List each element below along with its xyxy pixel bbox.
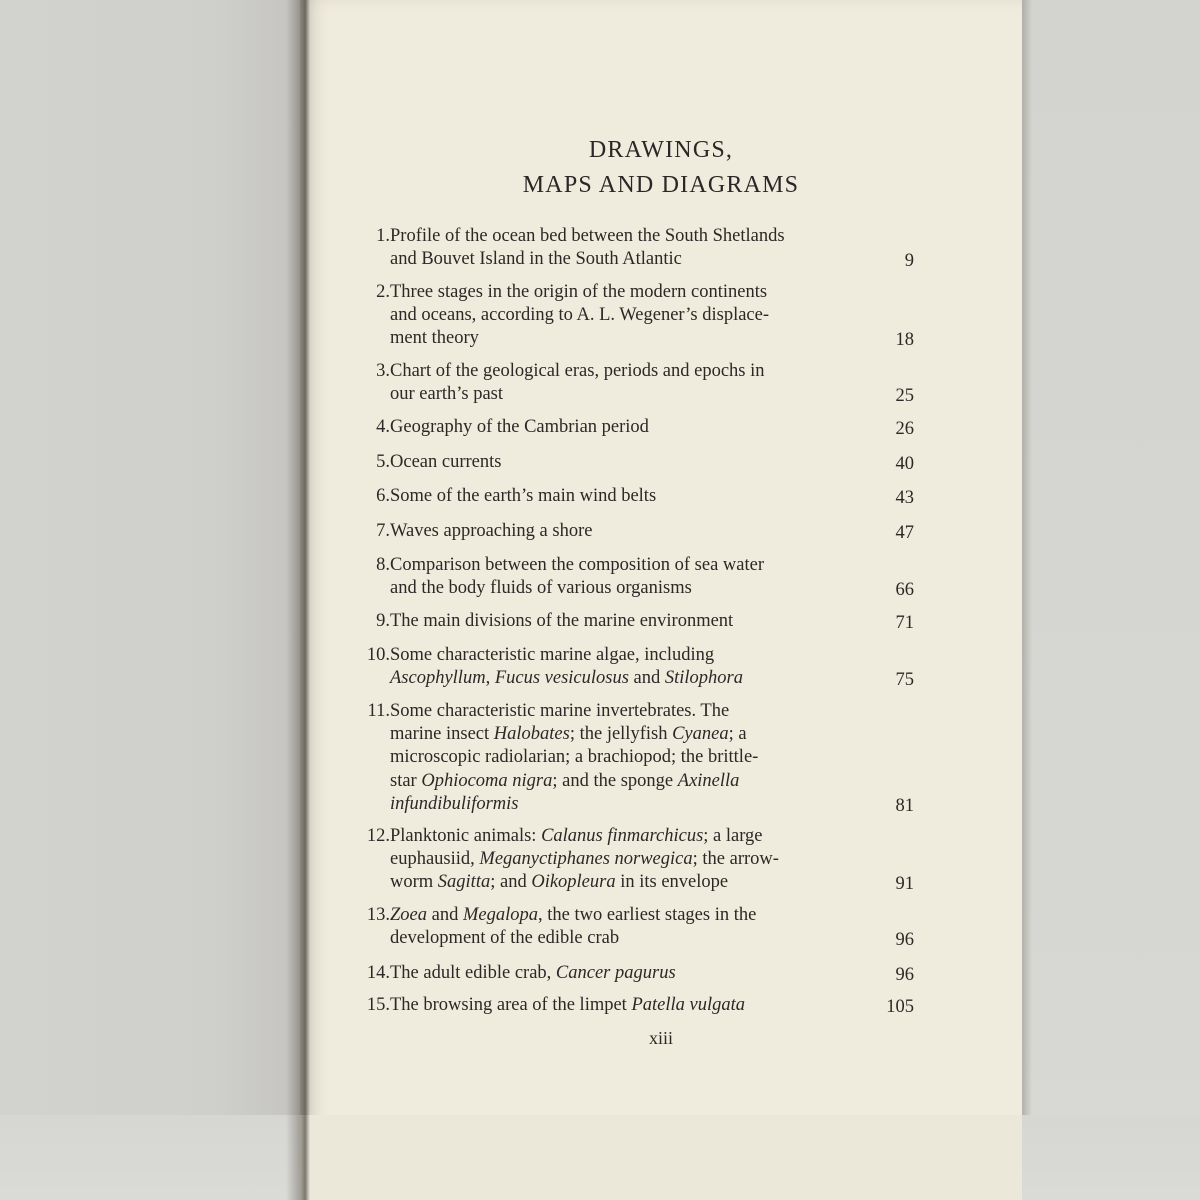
contents-entry	[352, 905, 914, 951]
entry-text: ; the jellyfish	[569, 724, 673, 745]
entry-italic-text: Sagitta	[437, 872, 491, 893]
entry-text-line	[390, 555, 764, 576]
entry-page-number: 40	[895, 454, 914, 474]
entry-italic-text: Meganyctiphanes norwegica	[479, 849, 693, 870]
entry-text-line	[390, 249, 682, 270]
entry-text: ; the arrow-	[692, 849, 779, 870]
entry-italic-text: Calanus finmarchicus	[541, 826, 704, 846]
entry-text-line	[390, 905, 756, 926]
contents-entry	[352, 701, 914, 817]
entry-text: ; a large	[703, 826, 763, 846]
entry-text: Planktonic animals:	[390, 826, 542, 846]
entry-page-number: 96	[895, 930, 914, 951]
entry-text: and	[628, 668, 665, 689]
entry-number: 2.	[376, 282, 390, 302]
page-title-line-2: MAPS AND DIAGRAMS	[522, 172, 800, 198]
entry-number: 11.	[367, 701, 390, 721]
entry-italic-text: Fucus vesiculosus	[494, 668, 629, 689]
entry-text: Comparison between the composition of sea water	[390, 555, 765, 575]
entry-text: euphausiid,	[390, 849, 480, 870]
entry-text: , the two earliest stages in the	[537, 905, 757, 925]
book-page-bottom	[300, 1115, 1022, 1200]
page-title-line-1: DRAWINGS,	[588, 137, 734, 163]
entry-number: 15.	[366, 995, 390, 1015]
entry-italic-text: Zoea	[390, 905, 427, 925]
entry-text-line	[390, 963, 676, 984]
entry-text-line	[390, 645, 714, 666]
contents-entry	[352, 282, 914, 352]
entry-page-number: 9	[904, 251, 914, 272]
contents-entry	[352, 645, 914, 691]
entry-number: 6.	[376, 486, 390, 506]
entry-italic-text: Axinella	[677, 770, 740, 791]
entry-text-line	[390, 452, 501, 473]
entry-text-line	[390, 701, 729, 722]
entry-number: 9.	[376, 611, 390, 631]
entry-text-line	[390, 305, 769, 326]
entry-text-line	[390, 384, 503, 405]
entry-number: 10.	[366, 645, 390, 665]
entry-text: and oceans, according to A. L. Wegener’s displace-	[390, 305, 769, 326]
entry-page-number: 18	[895, 330, 914, 351]
entry-text: Some characteristic marine algae, including	[390, 645, 715, 665]
entry-text: Geography of the Cambrian period	[390, 417, 649, 437]
entry-text-line	[390, 747, 758, 768]
entry-text-line	[390, 826, 763, 847]
entry-number: 12.	[366, 826, 390, 846]
entry-text-line	[390, 872, 728, 893]
entry-italic-text: Oikopleura	[531, 872, 616, 893]
contents-entry	[352, 555, 914, 601]
entry-number: 1.	[376, 226, 390, 246]
entry-text: Three stages in the origin of the modern continents	[390, 282, 768, 302]
entry-page-number: 47	[895, 523, 914, 543]
entry-italic-text: Ascophyllum	[390, 668, 486, 689]
entry-page-number: 26	[895, 419, 914, 439]
entry-italic-text: Cancer pagurus	[555, 963, 676, 983]
entry-text: ment theory	[390, 328, 479, 349]
contents-entry	[352, 521, 914, 544]
entry-text: development of the edible crab	[390, 928, 620, 949]
entry-page-number: 25	[895, 386, 914, 407]
entry-text: marine insect	[390, 724, 494, 745]
entry-text-line	[390, 668, 743, 689]
entry-text: The browsing area of the limpet	[390, 995, 632, 1015]
entry-italic-text: Patella vulgata	[631, 995, 746, 1015]
entry-text: microscopic radiolarian; a brachiopod; the brittle-	[390, 747, 759, 768]
entry-number: 7.	[376, 521, 390, 541]
entry-text: The main divisions of the marine environment	[390, 611, 734, 631]
page-number: xiii	[648, 1028, 673, 1048]
entry-italic-text: Cyanea	[672, 724, 729, 745]
entry-text: The adult edible crab,	[390, 963, 556, 983]
entry-text-line	[390, 849, 779, 870]
entry-text-line	[390, 361, 765, 382]
entry-italic-text: Halobates	[493, 724, 570, 745]
entry-number: 14.	[366, 963, 390, 983]
page-edge-shadow	[1022, 0, 1032, 1200]
entry-italic-text: Ophiocoma nigra	[421, 770, 553, 791]
entry-page-number: 43	[895, 488, 914, 508]
contents-entry	[352, 995, 914, 1018]
entry-page-number: 81	[895, 795, 914, 816]
entry-text-line	[390, 486, 656, 507]
entry-text: ; and	[490, 872, 532, 893]
entry-number: 13.	[366, 905, 390, 925]
contents-entry	[352, 452, 914, 475]
entry-italic-text: infundibuliformis	[390, 793, 519, 814]
right-page-edge	[1022, 0, 1200, 1200]
contents-entry	[352, 417, 914, 440]
entry-text-line	[390, 578, 692, 599]
entry-number: 3.	[376, 361, 390, 381]
entry-text: and	[427, 905, 463, 925]
entry-text: and the body fluids of various organisms	[390, 578, 692, 599]
entry-text-line	[390, 521, 592, 542]
entry-text-line	[390, 928, 619, 949]
entry-text: and Bouvet Island in the South Atlantic	[390, 249, 682, 270]
left-page	[0, 0, 305, 1200]
contents-entry	[352, 963, 914, 986]
entry-text-line	[390, 282, 767, 303]
entry-number: 5.	[376, 452, 390, 472]
entry-page-number: 91	[895, 874, 914, 895]
entry-text: ; a	[728, 724, 747, 745]
entry-text: ; and the sponge	[552, 770, 678, 791]
entry-text-line	[390, 226, 785, 247]
entry-text: Chart of the geological eras, periods and epochs in	[390, 361, 765, 381]
entry-text: worm	[390, 872, 438, 893]
entry-page-number: 71	[895, 613, 914, 633]
entry-text: Some characteristic marine invertebrates. The	[390, 701, 730, 721]
entry-page-number: 105	[886, 997, 914, 1017]
entry-italic-text: Stilophora	[664, 668, 744, 689]
entry-text: Ocean currents	[390, 452, 502, 472]
entry-text: Some of the earth’s main wind belts	[390, 486, 657, 506]
contents-entry	[352, 486, 914, 509]
entry-number: 4.	[376, 417, 390, 437]
entry-text-line	[390, 794, 519, 815]
entry-number: 8.	[376, 555, 390, 575]
entry-text-line	[390, 724, 747, 745]
entry-text-line	[390, 417, 649, 438]
contents-entry	[352, 226, 914, 272]
entry-text: ,	[485, 668, 495, 689]
entry-text-line	[390, 328, 479, 349]
entry-italic-text: Megalopa	[462, 905, 538, 925]
entry-text: star	[390, 770, 422, 791]
entry-page-number: 75	[895, 670, 914, 691]
entry-text-line	[390, 995, 745, 1016]
contents-entry	[352, 826, 914, 896]
entry-text: our earth’s past	[390, 384, 504, 405]
entry-text-line	[390, 771, 739, 792]
entry-text: Waves approaching a shore	[390, 521, 593, 541]
entry-page-number: 66	[895, 580, 914, 601]
contents-entry	[352, 361, 914, 407]
contents-entry	[352, 611, 914, 634]
entry-text: in its envelope	[615, 872, 729, 893]
entry-text-line	[390, 611, 733, 632]
entry-text: Profile of the ocean bed between the South Shetlands	[390, 226, 785, 246]
entry-page-number: 96	[895, 965, 914, 985]
